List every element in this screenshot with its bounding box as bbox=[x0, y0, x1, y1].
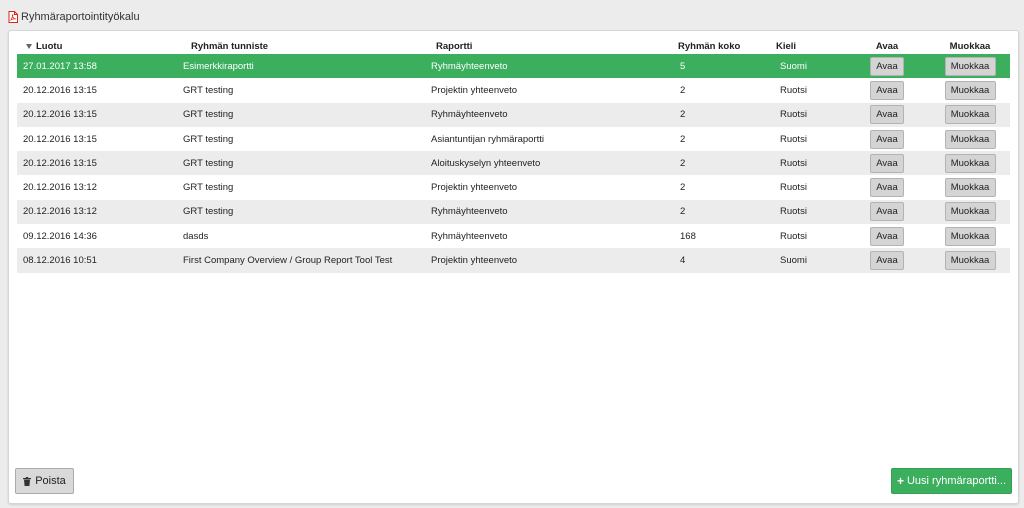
cell-open bbox=[844, 154, 930, 173]
cell-language: Ruotsi bbox=[780, 206, 807, 218]
cell-edit bbox=[930, 81, 1010, 100]
cell-open bbox=[844, 81, 930, 100]
cell-open bbox=[844, 57, 930, 76]
cell-group-size: 2 bbox=[680, 182, 686, 194]
table-body bbox=[17, 54, 1010, 273]
cell-created: 20.12.2016 13:15 bbox=[23, 109, 97, 121]
app-header bbox=[8, 10, 140, 24]
open-button[interactable]: Avaa bbox=[870, 105, 904, 124]
cell-group-id: GRT testing bbox=[183, 109, 234, 121]
cell-edit bbox=[930, 154, 1010, 173]
column-header-report[interactable]: Raportti bbox=[436, 40, 473, 52]
cell-language: Suomi bbox=[780, 60, 807, 72]
edit-button[interactable]: Muokkaa bbox=[945, 81, 996, 100]
table-header bbox=[17, 38, 1010, 54]
open-button[interactable]: Avaa bbox=[870, 227, 904, 246]
cell-language: Ruotsi bbox=[780, 157, 807, 169]
cell-group-id: Esimerkkiraportti bbox=[183, 60, 254, 72]
cell-edit bbox=[930, 130, 1010, 149]
open-button[interactable]: Avaa bbox=[870, 81, 904, 100]
open-button[interactable]: Avaa bbox=[870, 130, 904, 149]
edit-button[interactable]: Muokkaa bbox=[945, 105, 996, 124]
cell-created: 08.12.2016 10:51 bbox=[23, 255, 97, 267]
column-header-language[interactable]: Kieli bbox=[776, 40, 797, 52]
cell-created: 20.12.2016 13:15 bbox=[23, 157, 97, 169]
cell-group-size: 2 bbox=[680, 206, 686, 218]
cell-report: Ryhmäyhteenveto bbox=[431, 60, 508, 72]
edit-button[interactable]: Muokkaa bbox=[945, 251, 996, 270]
cell-language: Ruotsi bbox=[780, 133, 807, 145]
open-button[interactable]: Avaa bbox=[870, 154, 904, 173]
cell-report: Asiantuntijan ryhmäraportti bbox=[431, 133, 544, 145]
column-header-group-id[interactable]: Ryhmän tunniste bbox=[191, 40, 269, 52]
cell-edit bbox=[930, 57, 1010, 76]
table-row[interactable] bbox=[17, 78, 1010, 102]
cell-edit bbox=[930, 202, 1010, 221]
cell-group-size: 2 bbox=[680, 133, 686, 145]
cell-group-size: 2 bbox=[680, 157, 686, 169]
cell-group-id: GRT testing bbox=[183, 84, 234, 96]
cell-report: Projektin yhteenveto bbox=[431, 255, 518, 267]
open-button[interactable]: Avaa bbox=[870, 178, 904, 197]
reports-table bbox=[17, 38, 1010, 273]
edit-button[interactable]: Muokkaa bbox=[945, 227, 996, 246]
cell-group-size: 168 bbox=[680, 230, 696, 242]
column-header-created[interactable]: Luotu bbox=[17, 41, 177, 52]
table-row[interactable] bbox=[17, 175, 1010, 199]
pdf-file-icon bbox=[8, 11, 18, 23]
cell-edit bbox=[930, 178, 1010, 197]
table-row[interactable] bbox=[17, 127, 1010, 151]
cell-report: Ryhmäyhteenveto bbox=[431, 230, 508, 242]
cell-open bbox=[844, 227, 930, 246]
cell-report: Aloituskyselyn yhteenveto bbox=[431, 157, 541, 169]
report-panel bbox=[8, 30, 1019, 504]
cell-created: 20.12.2016 13:12 bbox=[23, 206, 97, 218]
cell-group-id: GRT testing bbox=[183, 206, 234, 218]
cell-group-size: 2 bbox=[680, 84, 686, 96]
cell-language: Suomi bbox=[780, 255, 807, 267]
cell-report: Ryhmäyhteenveto bbox=[431, 206, 508, 218]
column-header-open: Avaa bbox=[875, 40, 899, 52]
cell-language: Ruotsi bbox=[780, 182, 807, 194]
sort-desc-icon bbox=[26, 44, 32, 49]
cell-group-id: First Company Overview / Group Report Tool Test bbox=[183, 255, 393, 267]
column-header-group-size[interactable]: Ryhmän koko bbox=[678, 40, 741, 52]
cell-open bbox=[844, 130, 930, 149]
cell-language: Ruotsi bbox=[780, 84, 807, 96]
table-row[interactable] bbox=[17, 103, 1010, 127]
cell-report: Projektin yhteenveto bbox=[431, 84, 518, 96]
cell-group-size: 2 bbox=[680, 109, 686, 121]
cell-open bbox=[844, 178, 930, 197]
cell-group-id: GRT testing bbox=[183, 157, 234, 169]
open-button[interactable]: Avaa bbox=[870, 57, 904, 76]
edit-button[interactable]: Muokkaa bbox=[945, 154, 996, 173]
edit-button[interactable]: Muokkaa bbox=[945, 130, 996, 149]
cell-created: 20.12.2016 13:12 bbox=[23, 182, 97, 194]
open-button[interactable]: Avaa bbox=[870, 251, 904, 270]
cell-created: 20.12.2016 13:15 bbox=[23, 84, 97, 96]
cell-edit bbox=[930, 227, 1010, 246]
cell-language: Ruotsi bbox=[780, 109, 807, 121]
cell-created: 20.12.2016 13:15 bbox=[23, 133, 97, 145]
delete-button[interactable]: Poista bbox=[15, 468, 74, 494]
app-title: Ryhmäraportointityökalu bbox=[21, 11, 140, 23]
cell-group-size: 4 bbox=[680, 255, 686, 267]
table-row[interactable] bbox=[17, 200, 1010, 224]
cell-edit bbox=[930, 105, 1010, 124]
cell-group-id: dasds bbox=[183, 230, 209, 242]
cell-group-id: GRT testing bbox=[183, 133, 234, 145]
trash-icon bbox=[23, 477, 31, 486]
open-button[interactable]: Avaa bbox=[870, 202, 904, 221]
table-row[interactable] bbox=[17, 54, 1010, 78]
cell-open bbox=[844, 202, 930, 221]
cell-created: 27.01.2017 13:58 bbox=[23, 60, 97, 72]
plus-icon: + bbox=[896, 474, 904, 488]
cell-open bbox=[844, 105, 930, 124]
edit-button[interactable]: Muokkaa bbox=[945, 178, 996, 197]
cell-language: Ruotsi bbox=[780, 230, 807, 242]
cell-created: 09.12.2016 14:36 bbox=[23, 230, 97, 242]
cell-edit bbox=[930, 251, 1010, 270]
cell-open bbox=[844, 251, 930, 270]
edit-button[interactable]: Muokkaa bbox=[945, 57, 996, 76]
cell-report: Projektin yhteenveto bbox=[431, 182, 518, 194]
column-header-edit: Muokkaa bbox=[949, 40, 991, 52]
table-row[interactable] bbox=[17, 151, 1010, 175]
edit-button[interactable]: Muokkaa bbox=[945, 202, 996, 221]
cell-group-size: 5 bbox=[680, 60, 686, 72]
table-row[interactable] bbox=[17, 248, 1010, 272]
table-row[interactable] bbox=[17, 224, 1010, 248]
new-group-report-button[interactable]: + Uusi ryhmäraportti... bbox=[891, 468, 1012, 494]
cell-group-id: GRT testing bbox=[183, 182, 234, 194]
cell-report: Ryhmäyhteenveto bbox=[431, 109, 508, 121]
